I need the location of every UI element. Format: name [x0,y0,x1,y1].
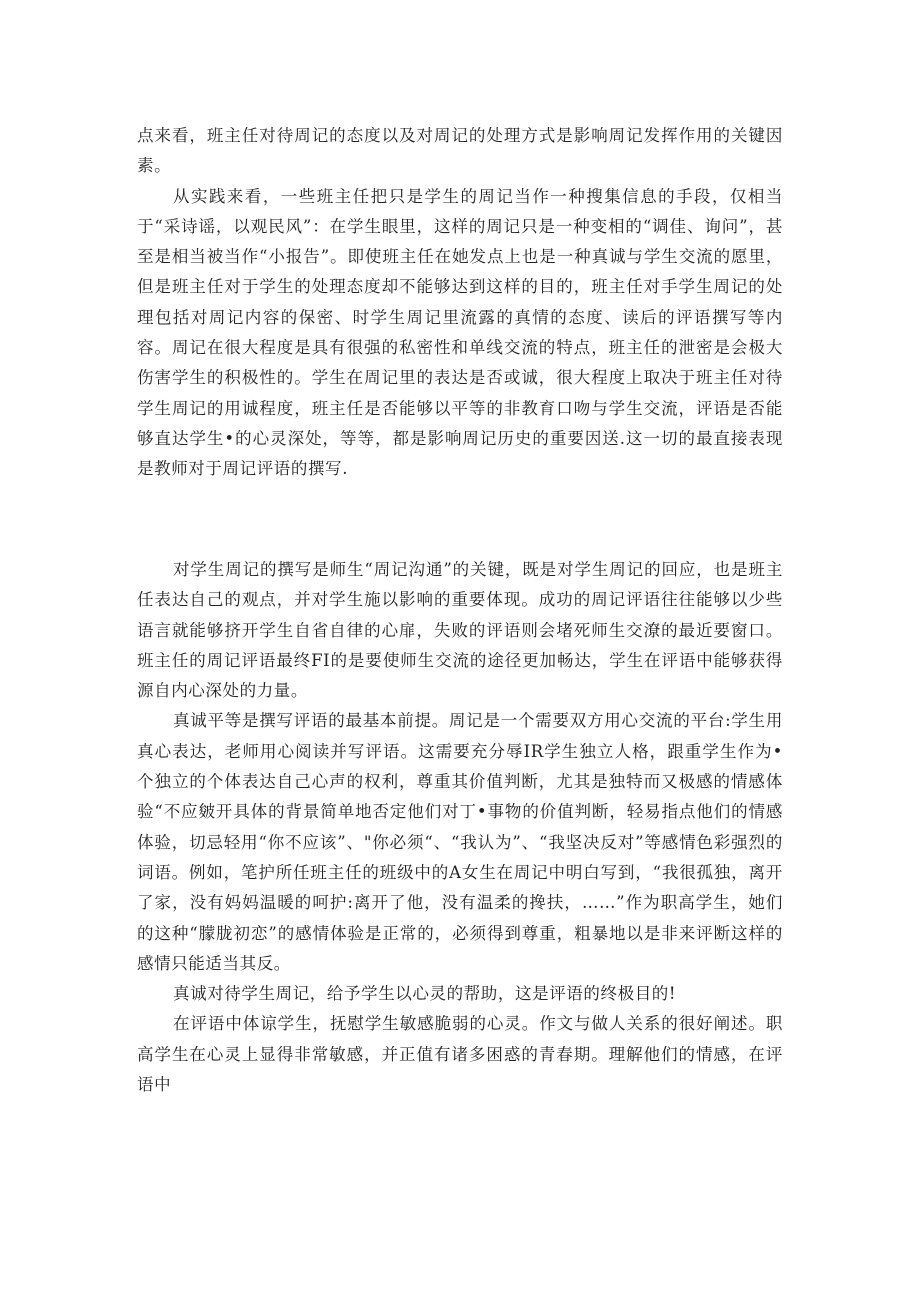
text-section-bottom [137,555,783,1100]
paragraph-understanding: 在评语中体谅学生，抚慰学生敏感脆弱的心灵。作文与做人关系的很好阐述。职高学生在心灵上显得非常敏感，并正值有诸多困惑的青春期。理解他们的情感，在评语中 [137,1014,783,1095]
text-section-top [137,121,783,485]
paragraph-continuation: 点来看，班主任对待周记的态度以及对周记的处理方式是影响周记发挥作用的关键因素。 [137,126,783,176]
paragraph-practice: 从实践来看，一些班主任把只是学生的周记当作一种搜集信息的手段，仅相当于“采诗谣，以观民风”：在学生眼里，这样的周记只是一种变相的“调佳、询问”，甚至是相当被当作“小报告”。即使班主任在她发点上也是一种真诚与学生交流的愿里，但是班主任对于学生的处理态度却不能够达到这样的目的，班主任对手学生周记的处理包括对周记内容的保密、时学生周记里流露的真情的态度、读后的评语撰写等内容。周记在很大程度是具有很强的私密性和单线交流的特点，班主任的泄密是会极大伤害学生的积极性的。学生在周记里的表达是否或诚，很大程度上取决于班主任对待学生周记的用诚程度，班主任是否能够以平等的非教育口吻与学生交流，评语是否能够直达学生•的心灵深处，等等，都是影响周记历史的重要因送.这一切的最直接表现是教师对于周记评语的撰写. [137,186,783,479]
paragraph-sincerity: 真诚平等是撰写评语的最基本前提。周记是一个需要双方用心交流的平台:学生用真心表达，老师用心阅读并写评语。这需要充分辱IR学生独立人格，跟重学生作为•个独立的个体表达自己心声的权利，尊重其价值判断，尤其是独特而又极感的情感体验“不应皴开具体的背景简单地否定他们对丁•事物的价值判断，轻易指点他们的情感体验，切忌轻用“你不应该”、"你必须“、“我认为”、“我坚决反对”等感情色彩强烈的词语。例如，笔护所任班主任的班级中的A女生在周记中明白写到，“我很孤独，离开了家，没有妈妈温暖的呵护:离开了他，没有温柔的搀扶，……”作为职高学生，她们的这种“朦胧初恋”的感情体验是正常的，必须得到尊重，粗暴地以是非来评断这样的感情只能适当其反。 [137,711,783,973]
paragraph-key-role: 对学生周记的撰写是师生“周记沟通”的关键，既是对学生周记的回应，也是班主任表达自己的观点，并对学生施以影响的重要体现。成功的周记评语往往能够以少些语言就能够挤开学生自省自律的心扉，失败的评语则会堵死师生交潦的最近要窗口。班主任的周记评语最终FI的是要使师生交流的途径更加畅达，学生在评语中能够获得源自内心深处的力量。 [137,560,783,701]
paragraph-ultimate-goal: 真诚对待学生周记，给予学生以心灵的帮助，这是评语的终极目的! [173,984,677,1004]
